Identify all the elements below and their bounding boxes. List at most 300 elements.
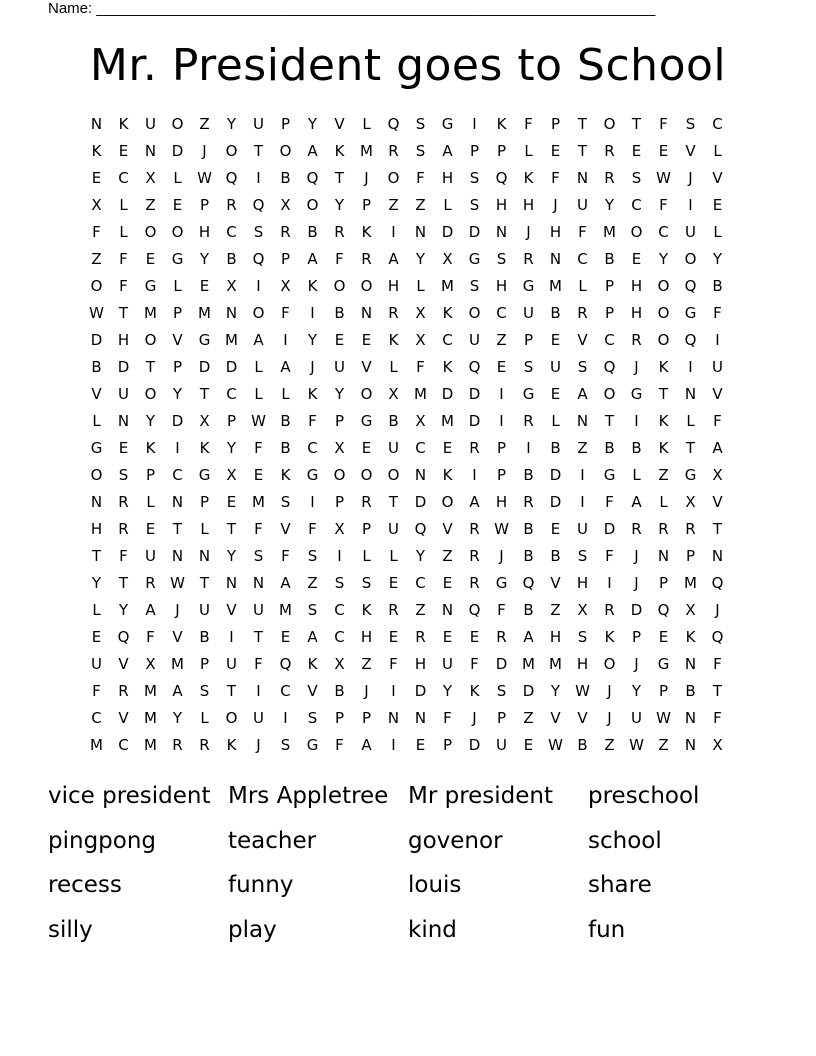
grid-letter: X bbox=[280, 277, 291, 295]
grid-letter: Y bbox=[172, 385, 183, 403]
grid-letter: U bbox=[496, 736, 507, 754]
grid-letter: J bbox=[256, 736, 261, 754]
grid-letter: P bbox=[496, 439, 507, 457]
grid-letter: E bbox=[280, 628, 291, 646]
grid-letter: J bbox=[499, 547, 504, 565]
grid-letter: G bbox=[522, 277, 535, 295]
grid-letter: P bbox=[199, 196, 210, 214]
grid-letter: X bbox=[226, 466, 237, 484]
grid-letter: R bbox=[658, 520, 669, 538]
grid-letter: G bbox=[306, 466, 319, 484]
grid-letter: M bbox=[198, 304, 211, 322]
grid-letter: X bbox=[685, 601, 696, 619]
grid-letter: L bbox=[254, 385, 263, 403]
grid-letter: A bbox=[712, 439, 723, 457]
grid-letter: E bbox=[334, 331, 345, 349]
grid-letter: L bbox=[119, 223, 128, 241]
grid-letter: C bbox=[91, 709, 102, 727]
grid-letter: Y bbox=[91, 574, 102, 592]
grid-letter: D bbox=[522, 682, 535, 700]
grid-letter: M bbox=[603, 223, 616, 241]
grid-letter: X bbox=[685, 493, 696, 511]
grid-letter: N bbox=[117, 412, 130, 430]
grid-letter: F bbox=[281, 304, 290, 322]
grid-letter: O bbox=[360, 277, 373, 295]
grid-letter: Y bbox=[172, 709, 183, 727]
grid-letter: E bbox=[199, 277, 210, 295]
grid-letter: Q bbox=[252, 196, 265, 214]
grid-letter: K bbox=[442, 304, 453, 322]
grid-letter: O bbox=[657, 331, 670, 349]
grid-letter: Z bbox=[658, 736, 669, 754]
grid-letter: L bbox=[416, 277, 425, 295]
grid-letter: F bbox=[578, 223, 587, 241]
word-list-item: Mrs Appletree bbox=[228, 783, 389, 809]
grid-letter: C bbox=[604, 331, 615, 349]
grid-letter: O bbox=[603, 115, 616, 133]
grid-letter: L bbox=[254, 358, 263, 376]
grid-letter: I bbox=[580, 493, 585, 511]
grid-letter: U bbox=[334, 358, 345, 376]
grid-letter: H bbox=[117, 331, 130, 349]
grid-letter: H bbox=[441, 169, 454, 187]
grid-letter: G bbox=[198, 331, 211, 349]
grid-letter: Z bbox=[523, 709, 534, 727]
grid-letter: N bbox=[198, 547, 211, 565]
grid-letter: F bbox=[389, 655, 398, 673]
grid-letter: N bbox=[441, 601, 454, 619]
grid-letter: O bbox=[387, 169, 400, 187]
grid-letter: Z bbox=[91, 250, 102, 268]
grid-letter: E bbox=[118, 142, 129, 160]
grid-letter: U bbox=[442, 655, 453, 673]
grid-letter: T bbox=[172, 520, 183, 538]
grid-letter: G bbox=[468, 250, 481, 268]
grid-letter: P bbox=[145, 466, 156, 484]
grid-letter: W bbox=[656, 709, 671, 727]
grid-letter: A bbox=[523, 628, 534, 646]
grid-letter: O bbox=[603, 385, 616, 403]
word-list-item: school bbox=[588, 827, 662, 854]
grid-letter: F bbox=[119, 277, 128, 295]
grid-letter: M bbox=[549, 277, 562, 295]
grid-letter: F bbox=[92, 223, 101, 241]
grid-letter: N bbox=[576, 169, 589, 187]
grid-letter: G bbox=[684, 304, 697, 322]
grid-letter: I bbox=[310, 304, 315, 322]
grid-letter: U bbox=[145, 115, 156, 133]
grid-letter: F bbox=[713, 709, 722, 727]
grid-letter: B bbox=[199, 628, 210, 646]
grid-letter: P bbox=[199, 493, 210, 511]
grid-letter: I bbox=[715, 331, 720, 349]
grid-letter: P bbox=[361, 709, 372, 727]
grid-letter: X bbox=[442, 250, 453, 268]
grid-letter: V bbox=[91, 385, 102, 403]
grid-letter: J bbox=[634, 574, 639, 592]
word-list-item: silly bbox=[48, 917, 93, 944]
grid-letter: E bbox=[523, 736, 534, 754]
grid-letter: Y bbox=[145, 412, 156, 430]
grid-letter: I bbox=[256, 169, 261, 187]
grid-letter: C bbox=[334, 628, 345, 646]
grid-letter: R bbox=[604, 169, 615, 187]
grid-letter: N bbox=[171, 547, 184, 565]
grid-letter: R bbox=[361, 493, 372, 511]
grid-letter: F bbox=[119, 547, 128, 565]
grid-letter: V bbox=[118, 655, 129, 673]
grid-letter: S bbox=[577, 547, 588, 565]
grid-letter: S bbox=[631, 169, 642, 187]
grid-letter: B bbox=[334, 304, 345, 322]
grid-letter: J bbox=[607, 682, 612, 700]
grid-letter: K bbox=[685, 628, 696, 646]
grid-letter: B bbox=[91, 358, 102, 376]
grid-letter: L bbox=[389, 358, 398, 376]
grid-letter: U bbox=[388, 439, 399, 457]
grid-letter: Z bbox=[388, 196, 399, 214]
grid-letter: U bbox=[685, 223, 696, 241]
grid-letter: T bbox=[604, 412, 615, 430]
grid-letter: C bbox=[415, 439, 426, 457]
grid-letter: V bbox=[172, 628, 183, 646]
grid-letter: D bbox=[468, 736, 481, 754]
grid-letter: Y bbox=[415, 250, 426, 268]
grid-letter: X bbox=[145, 169, 156, 187]
grid-letter: U bbox=[226, 655, 237, 673]
grid-letter: X bbox=[415, 412, 426, 430]
grid-letter: C bbox=[631, 196, 642, 214]
grid-letter: K bbox=[388, 331, 399, 349]
grid-letter: Q bbox=[279, 655, 292, 673]
grid-letter: R bbox=[523, 412, 534, 430]
grid-letter: S bbox=[469, 196, 480, 214]
grid-letter: M bbox=[279, 601, 292, 619]
grid-letter: M bbox=[360, 142, 373, 160]
grid-letter: X bbox=[712, 736, 723, 754]
grid-letter: V bbox=[172, 331, 183, 349]
grid-letter: M bbox=[144, 304, 157, 322]
grid-letter: R bbox=[415, 628, 426, 646]
grid-letter: T bbox=[631, 115, 642, 133]
grid-letter: S bbox=[307, 547, 318, 565]
grid-letter: V bbox=[307, 682, 318, 700]
grid-letter: S bbox=[199, 682, 210, 700]
grid-letter: G bbox=[684, 466, 697, 484]
grid-letter: Y bbox=[550, 682, 561, 700]
grid-letter: A bbox=[145, 601, 156, 619]
grid-letter: B bbox=[388, 412, 399, 430]
grid-letter: O bbox=[171, 115, 184, 133]
grid-letter: N bbox=[225, 304, 238, 322]
grid-letter: I bbox=[688, 358, 693, 376]
grid-letter: F bbox=[443, 709, 452, 727]
grid-letter: P bbox=[523, 331, 534, 349]
grid-letter: G bbox=[171, 250, 184, 268]
grid-letter: P bbox=[496, 466, 507, 484]
grid-letter: E bbox=[118, 439, 129, 457]
name-field-line[interactable]: Name: ___________________________________________________________________ bbox=[48, 0, 656, 17]
grid-letter: I bbox=[310, 493, 315, 511]
grid-letter: M bbox=[144, 682, 157, 700]
grid-letter: X bbox=[388, 385, 399, 403]
grid-letter: F bbox=[497, 601, 506, 619]
grid-letter: X bbox=[334, 439, 345, 457]
grid-letter: Z bbox=[415, 196, 426, 214]
grid-letter: C bbox=[415, 574, 426, 592]
grid-letter: L bbox=[200, 709, 209, 727]
grid-letter: S bbox=[496, 682, 507, 700]
grid-letter: E bbox=[388, 628, 399, 646]
grid-letter: Z bbox=[496, 331, 507, 349]
grid-letter: C bbox=[442, 331, 453, 349]
grid-letter: I bbox=[256, 277, 261, 295]
grid-letter: R bbox=[199, 736, 210, 754]
grid-letter: L bbox=[551, 412, 560, 430]
grid-letter: Y bbox=[334, 385, 345, 403]
grid-letter: N bbox=[414, 709, 427, 727]
grid-letter: I bbox=[634, 412, 639, 430]
grid-letter: R bbox=[388, 304, 399, 322]
word-list-item: kind bbox=[408, 917, 457, 944]
grid-letter: R bbox=[631, 520, 642, 538]
grid-letter: T bbox=[388, 493, 399, 511]
grid-letter: W bbox=[89, 304, 104, 322]
grid-letter: O bbox=[684, 250, 697, 268]
grid-letter: P bbox=[172, 304, 183, 322]
grid-letter: L bbox=[281, 385, 290, 403]
grid-letter: P bbox=[658, 574, 669, 592]
grid-letter: M bbox=[441, 277, 454, 295]
grid-letter: E bbox=[91, 169, 102, 187]
grid-letter: J bbox=[607, 709, 612, 727]
grid-letter: M bbox=[684, 574, 697, 592]
grid-letter: K bbox=[658, 358, 669, 376]
grid-letter: T bbox=[199, 574, 210, 592]
grid-letter: O bbox=[144, 331, 157, 349]
grid-letter: T bbox=[253, 142, 264, 160]
grid-letter: C bbox=[577, 250, 588, 268]
grid-letter: A bbox=[631, 493, 642, 511]
grid-letter: Q bbox=[711, 574, 724, 592]
grid-letter: K bbox=[442, 466, 453, 484]
grid-letter: L bbox=[146, 493, 155, 511]
grid-letter: P bbox=[172, 358, 183, 376]
grid-letter: N bbox=[90, 493, 103, 511]
grid-letter: B bbox=[604, 439, 615, 457]
grid-letter: G bbox=[360, 412, 373, 430]
grid-letter: R bbox=[604, 142, 615, 160]
grid-letter: S bbox=[577, 358, 588, 376]
word-list-item: teacher bbox=[228, 827, 317, 854]
word-list-item: preschool bbox=[588, 783, 700, 809]
grid-letter: C bbox=[307, 439, 318, 457]
grid-letter: O bbox=[441, 493, 454, 511]
grid-letter: E bbox=[631, 250, 642, 268]
grid-letter: B bbox=[550, 547, 561, 565]
grid-letter: P bbox=[550, 115, 561, 133]
grid-letter: G bbox=[522, 385, 535, 403]
grid-letter: F bbox=[92, 682, 101, 700]
grid-letter: S bbox=[685, 115, 696, 133]
grid-letter: Q bbox=[495, 169, 508, 187]
grid-letter: K bbox=[199, 439, 210, 457]
grid-letter: P bbox=[604, 277, 615, 295]
grid-letter: G bbox=[198, 466, 211, 484]
grid-letter: H bbox=[495, 196, 508, 214]
grid-letter: R bbox=[523, 493, 534, 511]
grid-letter: T bbox=[253, 628, 264, 646]
grid-letter: J bbox=[553, 196, 558, 214]
grid-letter: H bbox=[630, 304, 643, 322]
grid-letter: U bbox=[118, 385, 129, 403]
grid-letter: F bbox=[551, 169, 560, 187]
grid-letter: D bbox=[225, 358, 238, 376]
grid-letter: W bbox=[251, 412, 266, 430]
grid-letter: Q bbox=[522, 574, 535, 592]
grid-letter: W bbox=[197, 169, 212, 187]
grid-letter: T bbox=[577, 142, 588, 160]
grid-letter: K bbox=[604, 628, 615, 646]
grid-letter: R bbox=[604, 601, 615, 619]
grid-letter: C bbox=[658, 223, 669, 241]
grid-letter: I bbox=[283, 331, 288, 349]
grid-letter: Z bbox=[577, 439, 588, 457]
grid-letter: E bbox=[226, 493, 237, 511]
grid-letter: E bbox=[442, 628, 453, 646]
grid-letter: B bbox=[307, 223, 318, 241]
grid-letter: K bbox=[91, 142, 102, 160]
grid-letter: R bbox=[145, 574, 156, 592]
grid-letter: B bbox=[226, 250, 237, 268]
grid-letter: V bbox=[685, 142, 696, 160]
grid-letter: O bbox=[468, 304, 481, 322]
grid-letter: I bbox=[526, 439, 531, 457]
grid-letter: K bbox=[280, 466, 291, 484]
grid-letter: D bbox=[171, 142, 184, 160]
grid-letter: Q bbox=[657, 601, 670, 619]
grid-letter: B bbox=[523, 547, 534, 565]
grid-letter: O bbox=[225, 142, 238, 160]
grid-letter: K bbox=[442, 358, 453, 376]
grid-letter: G bbox=[441, 115, 454, 133]
grid-letter: O bbox=[171, 223, 184, 241]
grid-letter: J bbox=[634, 358, 639, 376]
grid-letter: E bbox=[145, 250, 156, 268]
grid-letter: H bbox=[576, 655, 589, 673]
grid-letter: B bbox=[280, 439, 291, 457]
grid-letter: O bbox=[360, 385, 373, 403]
grid-letter: N bbox=[414, 466, 427, 484]
grid-letter: E bbox=[550, 385, 561, 403]
grid-letter: K bbox=[496, 115, 507, 133]
grid-letter: P bbox=[631, 628, 642, 646]
grid-letter: M bbox=[549, 655, 562, 673]
grid-letter: Z bbox=[145, 196, 156, 214]
grid-letter: R bbox=[685, 520, 696, 538]
grid-letter: P bbox=[685, 547, 696, 565]
grid-letter: S bbox=[307, 709, 318, 727]
grid-letter: L bbox=[389, 547, 398, 565]
grid-letter: B bbox=[685, 682, 696, 700]
grid-letter: Y bbox=[442, 682, 453, 700]
grid-letter: J bbox=[364, 169, 369, 187]
grid-letter: O bbox=[252, 304, 265, 322]
grid-letter: U bbox=[550, 358, 561, 376]
grid-letter: E bbox=[415, 736, 426, 754]
grid-letter: W bbox=[170, 574, 185, 592]
grid-letter: M bbox=[414, 385, 427, 403]
grid-letter: A bbox=[280, 574, 291, 592]
grid-letter: R bbox=[226, 196, 237, 214]
grid-letter: J bbox=[202, 142, 207, 160]
grid-letter: D bbox=[468, 385, 481, 403]
grid-letter: H bbox=[630, 277, 643, 295]
grid-letter: V bbox=[550, 574, 561, 592]
grid-letter: Q bbox=[306, 169, 319, 187]
grid-letter: N bbox=[657, 547, 670, 565]
grid-letter: T bbox=[658, 385, 669, 403]
grid-letter: N bbox=[684, 385, 697, 403]
grid-letter: B bbox=[523, 466, 534, 484]
grid-letter: L bbox=[443, 196, 452, 214]
grid-letter: X bbox=[91, 196, 102, 214]
grid-letter: N bbox=[144, 142, 157, 160]
grid-letter: G bbox=[603, 466, 616, 484]
grid-letter: L bbox=[362, 115, 371, 133]
grid-letter: F bbox=[119, 250, 128, 268]
grid-letter: O bbox=[144, 223, 157, 241]
grid-letter: N bbox=[495, 223, 508, 241]
grid-letter: R bbox=[631, 331, 642, 349]
grid-letter: P bbox=[334, 709, 345, 727]
grid-letter: L bbox=[686, 412, 695, 430]
grid-letter: G bbox=[495, 574, 508, 592]
grid-letter: F bbox=[335, 250, 344, 268]
grid-letter: E bbox=[496, 358, 507, 376]
grid-letter: S bbox=[118, 466, 129, 484]
grid-letter: V bbox=[118, 709, 129, 727]
grid-letter: D bbox=[630, 601, 643, 619]
grid-letter: P bbox=[361, 196, 372, 214]
grid-letter: U bbox=[577, 520, 588, 538]
grid-letter: T bbox=[712, 682, 723, 700]
grid-letter: U bbox=[523, 304, 534, 322]
word-list-item: play bbox=[228, 917, 277, 944]
grid-letter: G bbox=[90, 439, 103, 457]
grid-letter: B bbox=[712, 277, 723, 295]
grid-letter: S bbox=[253, 223, 264, 241]
grid-letter: G bbox=[657, 655, 670, 673]
grid-letter: I bbox=[472, 115, 477, 133]
grid-letter: S bbox=[361, 574, 372, 592]
grid-letter: O bbox=[603, 655, 616, 673]
grid-letter: E bbox=[550, 142, 561, 160]
grid-letter: Q bbox=[711, 628, 724, 646]
grid-letter: O bbox=[90, 277, 103, 295]
grid-letter: F bbox=[470, 655, 479, 673]
grid-letter: L bbox=[524, 142, 533, 160]
grid-letter: A bbox=[442, 142, 453, 160]
grid-letter: S bbox=[307, 601, 318, 619]
grid-letter: M bbox=[90, 736, 103, 754]
grid-letter: X bbox=[280, 196, 291, 214]
grid-letter: T bbox=[118, 574, 129, 592]
grid-letter: F bbox=[254, 520, 263, 538]
grid-letter: O bbox=[306, 196, 319, 214]
grid-letter: A bbox=[307, 250, 318, 268]
grid-letter: S bbox=[523, 358, 534, 376]
